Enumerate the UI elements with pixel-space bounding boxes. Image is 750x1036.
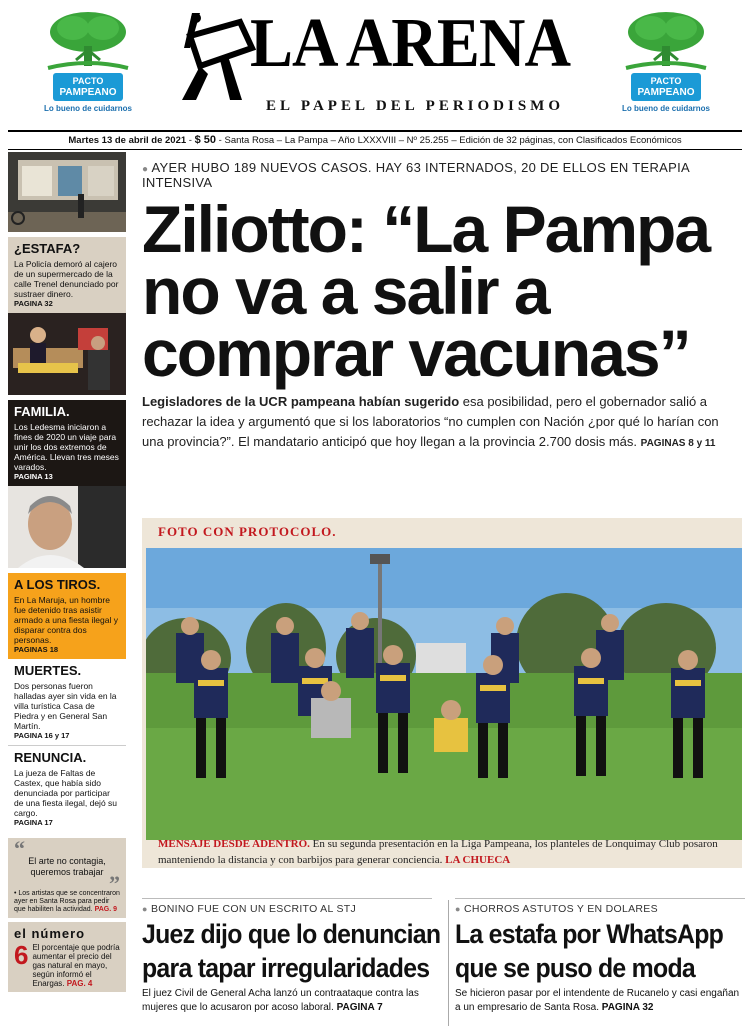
numero-heading: el número bbox=[14, 926, 86, 941]
quote-text: El arte no contagia, queremos trabajar bbox=[28, 856, 106, 877]
close-quote-icon: ” bbox=[109, 871, 120, 896]
main-page-ref: PAGINAS 8 y 11 bbox=[640, 438, 716, 449]
storefront-photo[interactable] bbox=[8, 152, 126, 232]
numero-box[interactable] bbox=[8, 922, 126, 992]
main-kicker: ● AYER HUBO 189 NUEVOS CASOS. HAY 63 INTERNADOS, 20 DE ELLOS EN TERAPIA INTENSIVA bbox=[142, 160, 690, 190]
sidebar-item-familia[interactable]: FAMILIA. Los Ledesma iniciaron a fines de 2020 un viaje para unir los dos extremos de América. Llevan tres meses varados. PAGINA 13 bbox=[8, 400, 126, 486]
sidebar-item-estafa[interactable]: ¿ESTAFA? La Policía demoró al cajero de un supermercado de la calle Trenel denunciado por sustraer dinero. PAGINA 32 bbox=[8, 237, 126, 313]
open-quote-icon: “ bbox=[14, 836, 25, 861]
man-portrait-photo[interactable] bbox=[8, 486, 126, 568]
main-lede: Legisladores de la UCR pampeana habían sugerido esa posibilidad, pero el gobernador salió a rechazar la idea y argumentó que si los laboratorios “no cumplen con Nación ¿por qué lo harían con una provincia?”. El mandatario anticipó que hoy llegan a la provincia 2.700 dosis más. PAGINAS 8 y 11 bbox=[142, 394, 719, 449]
main-story bbox=[142, 160, 742, 454]
quote-box[interactable] bbox=[8, 838, 126, 918]
sidebar bbox=[8, 152, 126, 1028]
main-headline[interactable]: Ziliotto: “La Pampa no va a salir a comprar vacunas” bbox=[142, 192, 710, 390]
story-juez-kicker: ● BONINO FUE CON UN ESCRITO AL STJ bbox=[142, 898, 432, 915]
newspaper-reader-logo-icon bbox=[170, 8, 260, 103]
pacto-pampeano-logo: PACTO PAMPEANO bbox=[631, 73, 700, 101]
numero-page: PAG. 4 bbox=[66, 979, 93, 988]
market-stall-photo[interactable] bbox=[8, 313, 126, 395]
edition-date: Martes 13 de abril de 2021 bbox=[68, 135, 187, 146]
numero-text: El porcentaje que podría aumentar el precio del gas natural en mayo, según informó el Enargas. bbox=[32, 943, 120, 988]
photo-caption: MENSAJE DESDE ADENTRO. En su segunda presentación en la Liga Pampeana, los planteles de Lonquimay Club posaron manteniendo la distancia y con barbijos para generar conciencia. LA CHUECA bbox=[158, 838, 718, 866]
story-whatsapp-headline: La estafa por WhatsApp que se puso de moda bbox=[455, 919, 724, 983]
numero-value: 6 bbox=[14, 940, 29, 970]
ad-tagline: Lo bueno de cuidarnos bbox=[621, 104, 710, 113]
tree-icon bbox=[621, 10, 711, 72]
story-juez-headline: Juez dijo que lo denuncian para tapar irregularidades bbox=[142, 919, 441, 983]
edition-price: $ 50 bbox=[194, 134, 217, 146]
edition-details: Santa Rosa – La Pampa – Año LXXXVIII – Nº 25.255 – Edición de 32 páginas, con Clasificados Económicos bbox=[224, 135, 682, 146]
pacto-pampeano-ad-right[interactable] bbox=[616, 10, 716, 120]
sidebar-item-renuncia[interactable]: RENUNCIA. La jueza de Faltas de Castex, que había sido denunciada por participar de una fiesta ilegal, dejó su cargo. PAGINA 17 bbox=[8, 746, 126, 832]
story-whatsapp[interactable] bbox=[455, 898, 745, 1015]
quote-note: • Los artistas que se concentraron ayer en Santa Rosa para pedir que habiliten la actividad. bbox=[14, 890, 120, 913]
pacto-pampeano-logo: PACTO PAMPEANO bbox=[53, 73, 122, 101]
newspaper-title: LA ARENA bbox=[250, 5, 571, 82]
sidebar-item-muertes[interactable]: MUERTES. Dos personas fueron halladas ayer sin vida en la villa turística Casa de Piedra y en General San Martín. PAGINA 16 y 17 bbox=[8, 659, 126, 746]
quote-page: PAG. 9 bbox=[94, 906, 118, 913]
photo-label: FOTO CON PROTOCOLO. bbox=[158, 524, 337, 539]
story-whatsapp-kicker: ● CHORROS ASTUTOS Y EN DOLARES bbox=[455, 898, 745, 915]
pacto-pampeano-ad-left[interactable] bbox=[38, 10, 138, 120]
sidebar-item-a-los-tiros[interactable]: A LOS TIROS. En La Maruja, un hombre fue detenido tras asistir armado a una fiesta ilegal y disparar contra dos personas. PAGINAS 18 bbox=[8, 573, 126, 659]
story-juez-text: El juez Civil de General Acha lanzó un contraataque contra las mujeres que lo acusaron por acoso laboral. PAGINA 7 bbox=[142, 988, 419, 1013]
column-divider bbox=[448, 900, 449, 1026]
story-juez[interactable] bbox=[142, 898, 441, 1015]
team-photo[interactable] bbox=[146, 548, 742, 840]
dateline: Martes 13 de abril de 2021 - $ 50 - Santa Rosa – La Pampa – Año LXXXVIII – Nº 25.255 – Edición de 32 páginas, con Clasificados Económicos bbox=[8, 130, 742, 150]
photo-feature bbox=[142, 518, 742, 868]
newspaper-tagline: EL PAPEL DEL PERIODISMO bbox=[265, 98, 564, 114]
story-whatsapp-text: Se hicieron pasar por el intendente de Rucanelo y casi engañan a un empresario de Santa Rosa. PAGINA 32 bbox=[455, 988, 740, 1013]
masthead bbox=[0, 0, 750, 128]
ad-tagline: Lo bueno de cuidarnos bbox=[43, 104, 132, 113]
tree-icon bbox=[43, 10, 133, 72]
